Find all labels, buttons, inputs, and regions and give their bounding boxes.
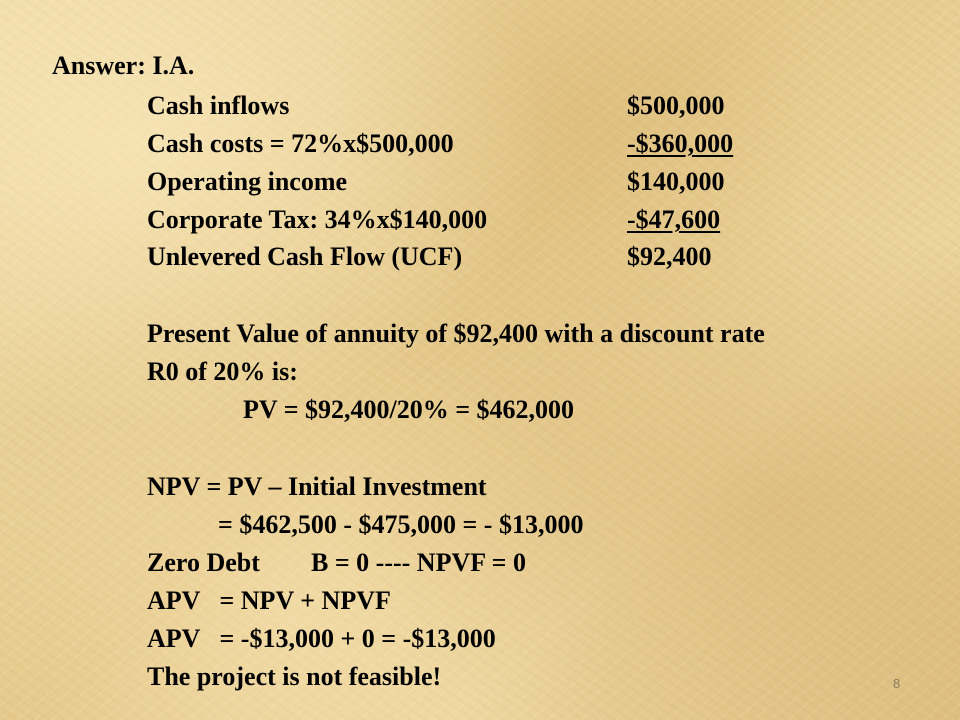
cash-inflows-value: $500,000 [627, 91, 725, 120]
ucf-value: $92,400 [627, 242, 712, 271]
page-number: 8 [893, 676, 901, 691]
pv-formula: PV = $92,400/20% = $462,000 [243, 395, 575, 424]
operating-income-label: Operating income [147, 167, 348, 196]
zero-debt-label: Zero Debt [147, 548, 260, 577]
apv-formula-line-2: APV = -$13,000 + 0 = -$13,000 [147, 624, 496, 653]
pv-text-line-2: R0 of 20% is: [147, 357, 298, 386]
operating-income-value: $140,000 [627, 167, 725, 196]
apv-formula-line-1: APV = NPV + NPVF [147, 586, 391, 615]
cash-inflows-label: Cash inflows [147, 91, 290, 120]
npv-formula-line-1: NPV = PV – Initial Investment [147, 472, 487, 501]
corporate-tax-label: Corporate Tax: 34%x$140,000 [147, 205, 488, 234]
cash-costs-value: -$360,000 [627, 129, 734, 158]
zero-debt-formula: B = 0 ---- NPVF = 0 [311, 548, 526, 577]
pv-text-line-1: Present Value of annuity of $92,400 with a discount rate [147, 319, 765, 348]
answer-heading: Answer: I.A. [52, 51, 195, 80]
conclusion-text: The project is not feasible! [147, 662, 442, 691]
ucf-label: Unlevered Cash Flow (UCF) [147, 242, 463, 271]
corporate-tax-value: -$47,600 [627, 205, 721, 234]
npv-formula-line-2: = $462,500 - $475,000 = - $13,000 [218, 510, 584, 539]
cash-costs-label: Cash costs = 72%x$500,000 [147, 129, 454, 158]
